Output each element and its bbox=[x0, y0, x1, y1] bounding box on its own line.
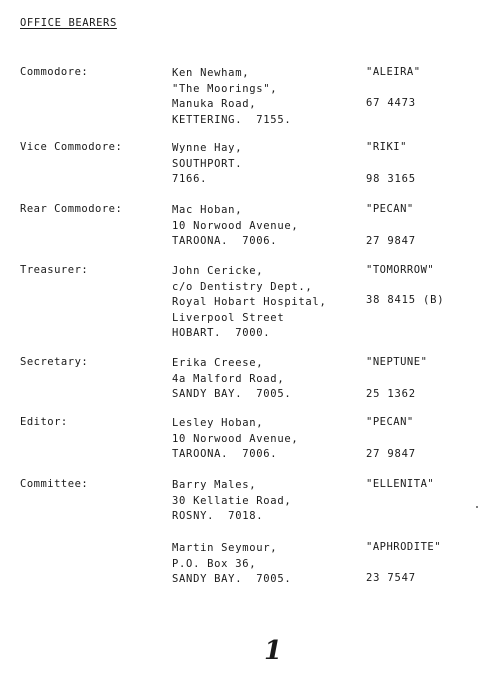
address-line: Ken Newham, bbox=[172, 67, 250, 79]
address-line: ROSNY. 7018. bbox=[172, 510, 264, 522]
boat-name: "TOMORROW" bbox=[366, 264, 435, 276]
address-line: SANDY BAY. 7005. bbox=[172, 573, 292, 585]
address-line: "The Moorings", bbox=[172, 82, 278, 95]
boat-name: "APHRODITE" bbox=[366, 541, 442, 553]
boat-name: "ELLENITA" bbox=[366, 478, 435, 490]
office-bearer-entry bbox=[20, 356, 480, 416]
address-line: TAROONA. 7006. bbox=[172, 235, 278, 247]
phone-number: 38 8415 (B) bbox=[366, 294, 445, 306]
address-block bbox=[172, 541, 291, 588]
role-label: Editor: bbox=[20, 416, 68, 428]
address-line: Mac Hoban, bbox=[172, 204, 243, 216]
office-bearer-entry bbox=[20, 141, 480, 201]
address-line: Barry Males, bbox=[172, 479, 257, 491]
address-line: Manuka Road, bbox=[172, 98, 257, 110]
boat-name: "ALEIRA" bbox=[366, 66, 421, 78]
address-block bbox=[172, 66, 291, 128]
address-line: P.O. Box 36, bbox=[172, 557, 257, 570]
address-line: SOUTHPORT. bbox=[172, 157, 243, 170]
office-bearer-entry bbox=[20, 478, 480, 538]
office-bearer-entry bbox=[20, 416, 480, 476]
address-line: Wynne Hay, bbox=[172, 142, 243, 154]
boat-name: "PECAN" bbox=[366, 416, 414, 428]
address-line: Erika Creese, bbox=[172, 357, 264, 369]
address-line: KETTERING. 7155. bbox=[172, 113, 292, 126]
role-label: Commodore: bbox=[20, 66, 89, 78]
address-block bbox=[172, 356, 291, 403]
phone-number: 27 9847 bbox=[366, 448, 416, 460]
address-line: 30 Kellatie Road, bbox=[172, 494, 292, 507]
page-number: 1 bbox=[264, 636, 283, 666]
phone-number: 25 1362 bbox=[366, 388, 416, 400]
address-line: Martin Seymour, bbox=[172, 542, 278, 554]
boat-name: "PECAN" bbox=[366, 203, 414, 215]
address-line: HOBART. 7000. bbox=[172, 327, 271, 339]
address-line: c/o Dentistry Dept., bbox=[172, 280, 313, 293]
address-line: 10 Norwood Avenue, bbox=[172, 432, 299, 445]
address-line: John Cericke, bbox=[172, 265, 264, 277]
phone-number: 23 7547 bbox=[366, 572, 416, 584]
office-bearer-entry bbox=[20, 203, 480, 263]
address-block bbox=[172, 141, 242, 188]
phone-number: 67 4473 bbox=[366, 97, 416, 109]
page-heading: OFFICE BEARERS bbox=[20, 17, 117, 29]
address-line: Royal Hobart Hospital, bbox=[172, 296, 327, 308]
boat-name: "RIKI" bbox=[366, 141, 407, 153]
address-line: 10 Norwood Avenue, bbox=[172, 219, 299, 232]
office-bearer-entry bbox=[20, 66, 480, 126]
address-line: TAROONA. 7006. bbox=[172, 448, 278, 460]
role-label: Treasurer: bbox=[20, 264, 89, 276]
boat-name: "NEPTUNE" bbox=[366, 356, 428, 368]
address-line: Liverpool Street bbox=[172, 311, 285, 324]
address-line: SANDY BAY. 7005. bbox=[172, 388, 292, 400]
address-block bbox=[172, 264, 326, 342]
phone-number: 27 9847 bbox=[366, 235, 416, 247]
address-line: 4a Malford Road, bbox=[172, 372, 285, 385]
role-label: Rear Commodore: bbox=[20, 203, 123, 215]
office-bearer-entry bbox=[20, 541, 480, 601]
address-line: 7166. bbox=[172, 173, 208, 185]
address-line: Lesley Hoban, bbox=[172, 417, 264, 429]
scan-speck bbox=[476, 506, 478, 508]
role-label: Secretary: bbox=[20, 356, 89, 368]
phone-number: 98 3165 bbox=[366, 173, 416, 185]
address-block bbox=[172, 203, 298, 250]
role-label: Committee: bbox=[20, 478, 89, 490]
address-block bbox=[172, 478, 291, 525]
address-block bbox=[172, 416, 298, 463]
role-label: Vice Commodore: bbox=[20, 141, 123, 153]
office-bearer-entry bbox=[20, 264, 480, 339]
